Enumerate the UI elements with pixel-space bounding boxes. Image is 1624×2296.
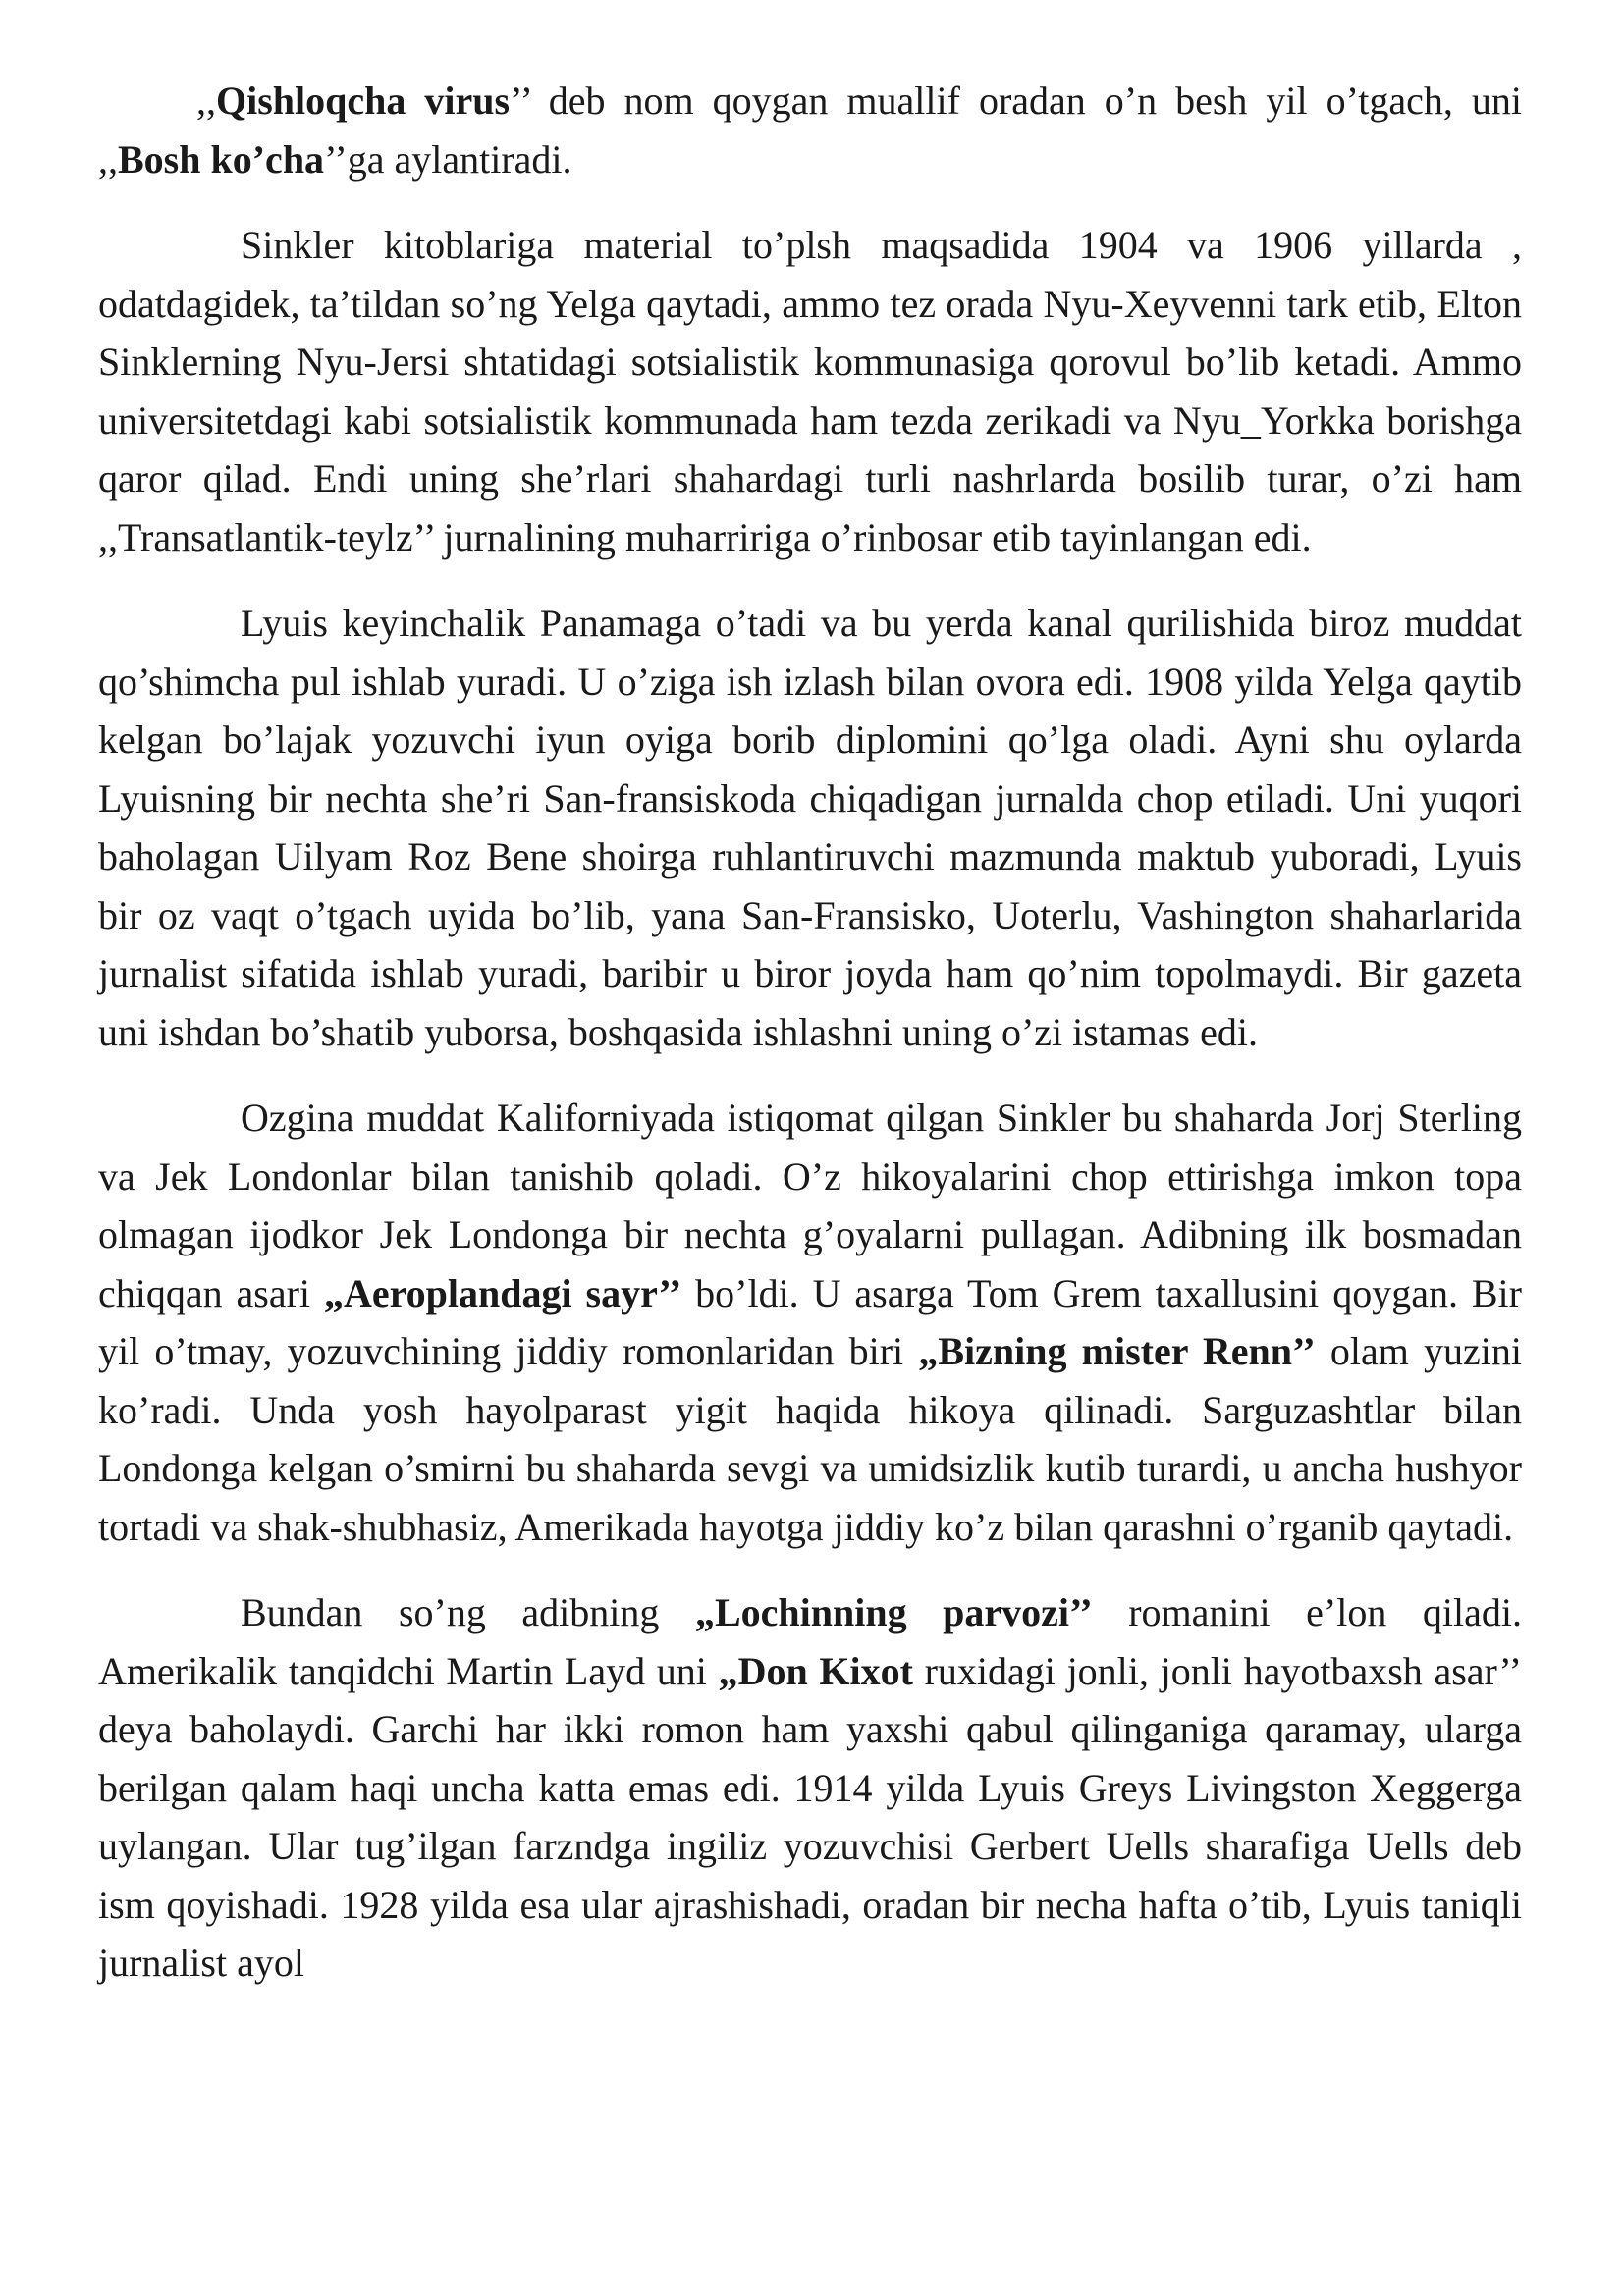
text-run: Sinkler kitoblariga material to’plsh maqsadida 1904 va 1906 yillarda , odatdagidek, ta’tildan so’ng Yelga qaytadi, ammo tez orada Nyu-Xeyvenni tark etib, Elton Sinklerning Nyu-Jersi shtatidagi sotsialistik kommunasiga qorovul bo’lib ketadi. Ammo universitetdagi kabi sotsialistik kommunada ham tezda zerikadi va Nyu_Yorkka borishga qaror qilad. Endi uning she’rlari shahardagi turli nashrlarda bosilib turar, o’zi ham ,,Transatlantik-teylz’’ jurnalining muharririga o’rinbosar etib tayinlangan edi. <box>98 223 1522 560</box>
paragraph-4 <box>98 1089 1522 1556</box>
text-run: romanini e’lon qiladi. Amerikalik tanqidchi Martin Layd uni <box>98 1590 1522 1693</box>
bold-title-don-kixot: „Don Kixot <box>718 1648 913 1693</box>
text-run: ’’ deb nom qoygan muallif oradan o’n besh yil o’tgach, uni ,, <box>98 79 1523 182</box>
bold-title-aeroplandagi-sayr: „Aeroplandagi sayr’’ <box>323 1270 682 1315</box>
bold-title-lochinning-parvozi: „Lochinning parvozi’’ <box>694 1590 1093 1634</box>
paragraph-5 <box>98 1583 1522 1993</box>
bold-title-qishloqcha-virus: Qishloqcha virus <box>216 79 511 123</box>
text-run: Ozgina muddat Kaliforniyada istiqomat qilgan Sinkler bu shaharda Jorj Sterling va Jek Londonlar bilan tanishib qoladi. O’z hikoyalarini chop ettirishga imkon topa olmagan ijodkor Jek Londonga bir nechta g’oyalarni pullagan. Adibning ilk bosmadan chiqqan asari <box>98 1095 1522 1315</box>
paragraph-1 <box>98 72 1522 188</box>
text-run: ruxidagi jonli, jonli hayotbaxsh asar’’ deya baholaydi. Garchi har ikki romon ham yaxshi qabul qilinganiga qaramay, ularga berilgan qalam haqi uncha katta emas edi. 1914 yilda Lyuis Greys Livingston Xeggerga uylangan. Ular tug’ilgan farzndga ingiliz yozuvchisi Gerbert Uells sharafiga Uells deb ism qoyishadi. 1928 yilda esa ular ajrashishadi, oradan bir necha hafta o’tib, Lyuis taniqli jurnalist ayol <box>98 1648 1523 1985</box>
text-run: bo’ldi. U asarga Tom Grem taxallusini qoygan. Bir yil o’tmay, yozuvchining jiddiy romonlaridan biri <box>98 1270 1522 1373</box>
text-run: Bundan so’ng adibning <box>241 1590 695 1634</box>
text-run: Lyuis keyinchalik Panamaga o’tadi va bu yerda kanal qurilishida biroz muddat qo’shimcha pul ishlab yuradi. U o’ziga ish izlash bilan ovora edi. 1908 yilda Yelga qaytib kelgan bo’lajak yozuvchi iyun oyiga borib diplomini qo’lga oladi. Ayni shu oylarda Lyuisning bir nechta she’ri San-fransiskoda chiqadigan jurnalda chop etiladi. Uni yuqori baholagan Uilyam Roz Bene shoirga ruhlantiruvchi mazmunda maktub yuboradi, Lyuis bir oz vaqt o’tgach uyida bo’lib, yana San-Fransisko, Uoterlu, Vashington shaharlarida jurnalist sifatida ishlab yuradi, baribir u biror joyda ham qo’nim topolmaydi. Bir gazeta uni ishdan bo’shatib yuborsa, boshqasida ishlashni uning o’zi istamas edi. <box>98 601 1522 1054</box>
text-run: ,, <box>196 79 216 123</box>
body-text <box>98 72 1522 1993</box>
text-run: ’’ga aylantiradi. <box>324 136 572 182</box>
paragraph-3 <box>98 594 1522 1061</box>
bold-title-bosh-kocha: Bosh ko’cha <box>118 136 325 182</box>
text-run: olam yuzini ko’radi. Unda yosh hayolparast yigit haqida hikoya qilinadi. Sarguzashtlar bilan Londonga kelgan o’smirni bu shaharda sevgi va umidsizlik kutib turardi, u ancha hushyor tortadi va shak-shubhasiz, Amerikada hayotga jiddiy ko’z bilan qarashni o’rganib qaytadi. <box>98 1329 1522 1549</box>
paragraph-2 <box>98 216 1522 566</box>
bold-title-bizning-mister-renn: „Bizning mister Renn’’ <box>918 1329 1316 1373</box>
